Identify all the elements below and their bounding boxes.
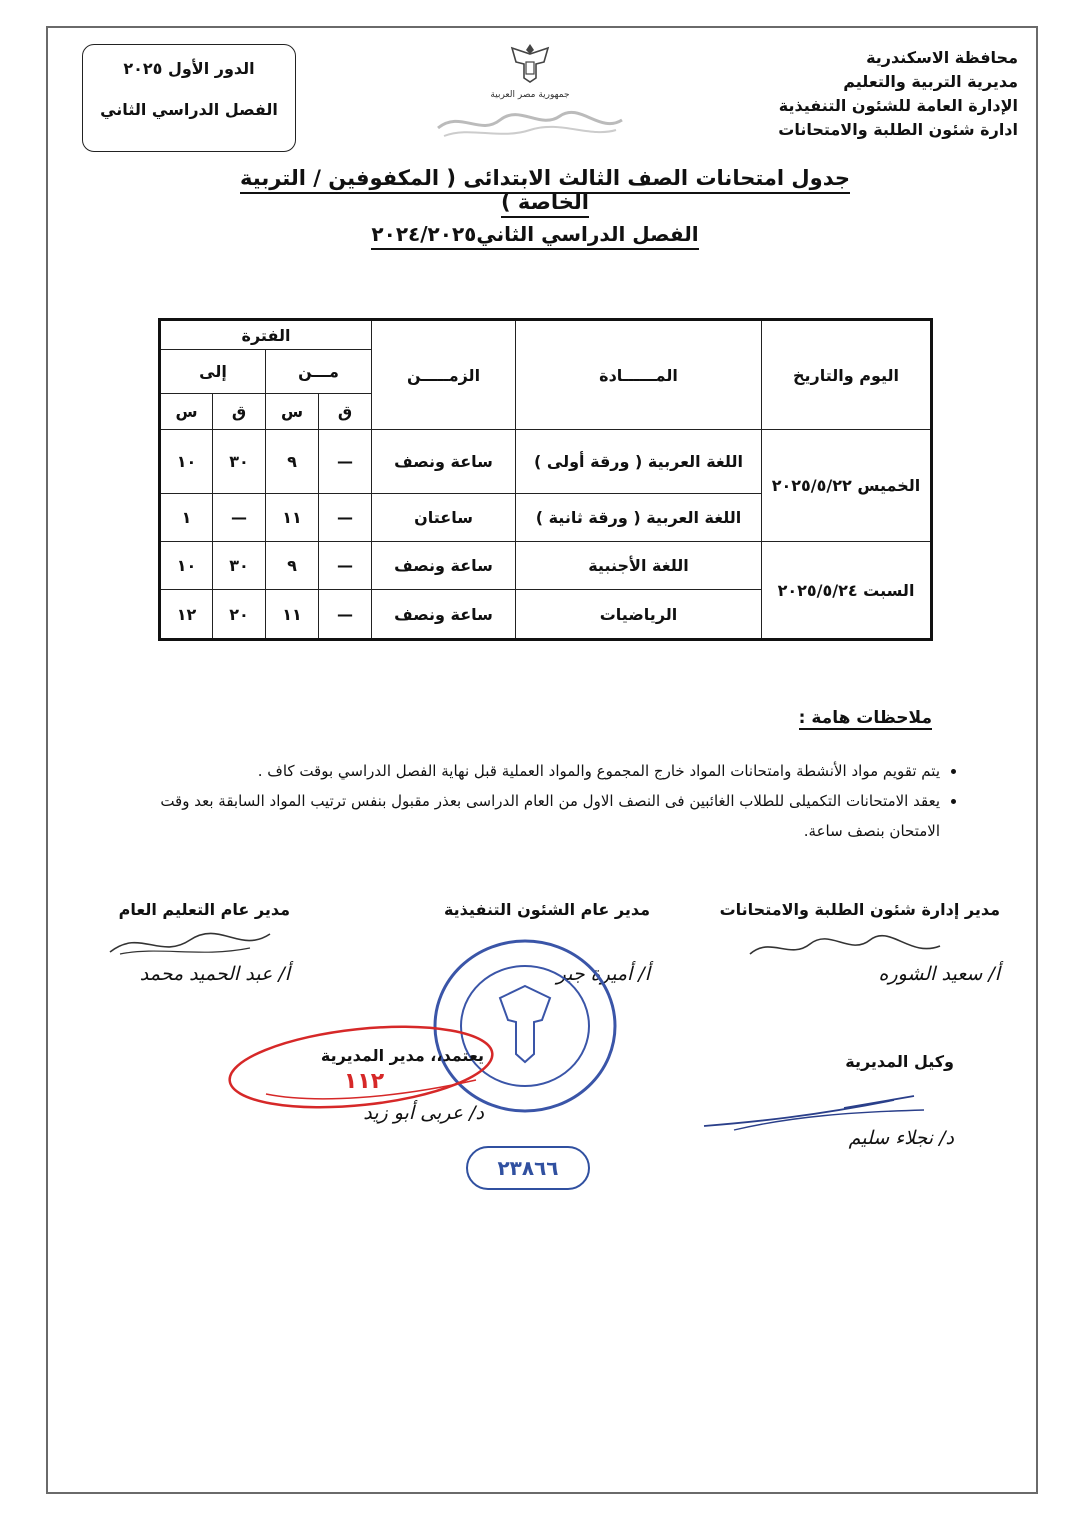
signature-director — [244, 1046, 484, 1124]
subject-cell: اللغة العربية ( ورقة ثانية ) — [516, 494, 762, 542]
subject-cell: اللغة الأجنبية — [516, 542, 762, 590]
eagle-emblem-icon — [500, 40, 560, 86]
signature-general-education — [90, 900, 290, 985]
handwritten-signature — [100, 924, 280, 964]
day-date-cell: الخميس ٢٠٢٥/٥/٢٢ — [762, 430, 932, 542]
emblem — [430, 40, 630, 150]
header-to-minutes: ق — [213, 394, 266, 430]
to-hours-cell: ١٠ — [160, 430, 213, 494]
duration-cell: ساعة ونصف — [372, 430, 516, 494]
table-row — [160, 542, 932, 590]
note-item: • يعقد الامتحانات التكميلى للطلاب الغائبين فى النصف الاول من العام الدراسى بعذر مقبول بنفس ترتيب المواد السابقة بعد وقت الامتحان بنصف ساعة. — [122, 786, 940, 846]
signature-title: يعتمد،، مدير المديرية — [320, 1046, 484, 1065]
subject-cell: الرياضيات — [516, 590, 762, 640]
semester-label: الفصل الدراسي الثاني — [100, 100, 278, 119]
to-hours-cell: ١٢ — [160, 590, 213, 640]
general-admin-name: الإدارة العامة للشئون التنفيذية — [778, 96, 1018, 115]
table-row — [160, 430, 932, 494]
from-minutes-cell: — — [319, 590, 372, 640]
to-minutes-cell: ٢٠ — [213, 590, 266, 640]
signatory-name: د/ نجلاء سليم — [848, 1127, 954, 1149]
calligraphy-logo — [430, 100, 630, 144]
header-from: مـــن — [266, 350, 372, 394]
handwritten-signature — [740, 930, 960, 966]
page-title — [230, 166, 860, 214]
exam-round-box — [82, 44, 296, 152]
from-hours-cell: ٩ — [266, 430, 319, 494]
signatory-name: أ/ أميرة جبر — [556, 963, 650, 985]
directorate-name: مديرية التربية والتعليم — [843, 72, 1018, 91]
day-date-cell: السبت ٢٠٢٥/٥/٢٤ — [762, 542, 932, 640]
notes-heading — [799, 708, 932, 728]
title-text: جدول امتحانات الصف الثالث الابتدائى ( المكفوفين / التربية الخاصة ) — [240, 166, 850, 218]
signature-title: مدير عام التعليم العام — [118, 900, 290, 919]
signature-title: مدير عام الشئون التنفيذية — [443, 900, 650, 919]
from-minutes-cell: — — [319, 542, 372, 590]
from-minutes-cell: — — [319, 430, 372, 494]
signature-title: مدير إدارة شئون الطلبة والامتحانات — [719, 900, 1000, 919]
notes-list — [122, 756, 962, 846]
from-minutes-cell: — — [319, 494, 372, 542]
duration-cell: ساعتان — [372, 494, 516, 542]
from-hours-cell: ١١ — [266, 590, 319, 640]
header-from-minutes: ق — [319, 394, 372, 430]
table-header-row — [160, 320, 932, 350]
from-hours-cell: ٩ — [266, 542, 319, 590]
issuer-block — [678, 46, 1018, 142]
red-handwritten-number: ١١٢ — [343, 1069, 385, 1094]
exam-schedule-table — [158, 318, 933, 641]
to-hours-cell: ١٠ — [160, 542, 213, 590]
subject-cell: اللغة العربية ( ورقة أولى ) — [516, 430, 762, 494]
signatory-name: أ/ عبد الحميد محمد — [139, 963, 290, 985]
governorate-name: محافظة الاسكندرية — [866, 48, 1018, 67]
emblem-caption: جمهورية مصر العربية — [490, 90, 570, 100]
handwritten-signature — [694, 1086, 934, 1136]
header-subject: المــــــادة — [516, 320, 762, 430]
to-hours-cell: ١ — [160, 494, 213, 542]
header-to-hours: س — [160, 394, 213, 430]
from-hours-cell: ١١ — [266, 494, 319, 542]
header-day-date: اليوم والتاريخ — [762, 320, 932, 430]
subtitle-text: الفصل الدراسي الثاني٢٠٢٤/٢٠٢٥ — [371, 222, 698, 250]
department-name: ادارة شئون الطلبة والامتحانات — [778, 120, 1018, 139]
to-minutes-cell: ٣٠ — [213, 542, 266, 590]
header-from-hours: س — [266, 394, 319, 430]
to-minutes-cell: ٣٠ — [213, 430, 266, 494]
page-subtitle — [360, 222, 710, 246]
exam-round-label: الدور الأول ٢٠٢٥ — [123, 59, 255, 78]
notes-heading-text: ملاحظات هامة : — [798, 708, 932, 728]
signature-students-affairs — [700, 900, 1000, 985]
signature-deputy — [754, 1052, 954, 1149]
header-duration: الزمـــــن — [372, 320, 516, 430]
signatory-name: د/ عربى أبو زيد — [363, 1102, 484, 1124]
signature-title: وكيل المديرية — [845, 1052, 954, 1071]
header-to: إلى — [160, 350, 266, 394]
signatory-name: أ/ سعيد الشوره — [878, 963, 1000, 985]
duration-cell: ساعة ونصف — [372, 590, 516, 640]
header-period: الفترة — [160, 320, 372, 350]
duration-cell: ساعة ونصف — [372, 542, 516, 590]
note-item: • يتم تقويم مواد الأنشطة وامتحانات المواد خارج المجموع والمواد العملية قبل نهاية الفصل الدراسي بوقت كاف . — [122, 756, 940, 786]
stamp-number-oval: ٢٣٨٦٦ — [466, 1146, 590, 1190]
to-minutes-cell: — — [213, 494, 266, 542]
